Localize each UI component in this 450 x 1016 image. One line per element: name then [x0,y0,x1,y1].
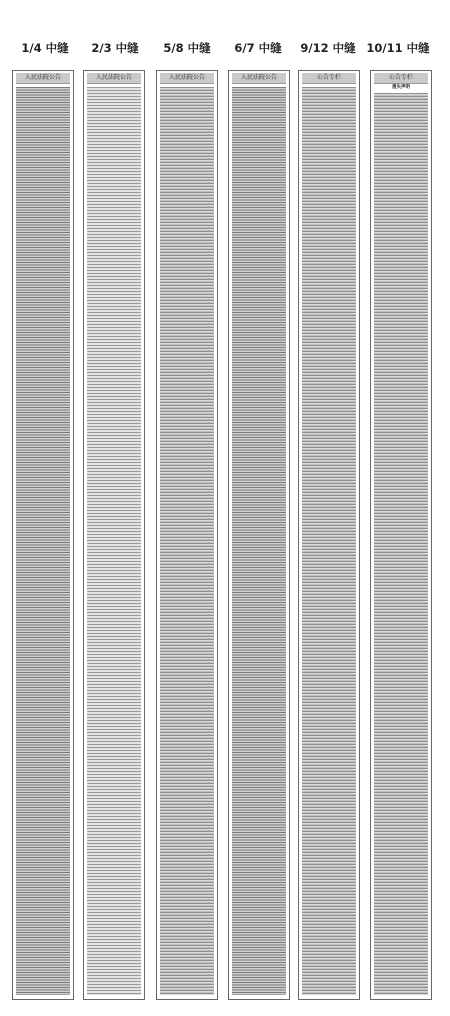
strip-header-2: 人民法院公告 [87,73,141,84]
column-strip-4 [228,70,290,1000]
strip-header-6: 公告专栏 [374,73,428,84]
column-label-4: 6/7 中缝 [234,41,282,55]
strip-header-5: 公告专栏 [302,73,356,84]
column-label-3: 5/8 中缝 [163,41,211,55]
column-label-5: 9/12 中缝 [300,41,356,55]
column-label-2: 2/3 中缝 [91,41,139,55]
strip-body-text-3 [160,87,214,995]
strip-header-1: 人民法院公告 [16,73,70,84]
strip-subheader-6: 遗失声明 [392,85,410,90]
strip-body-text-5 [302,87,356,995]
column-label-6: 10/11 中缝 [366,41,430,55]
column-label-1: 1/4 中缝 [21,41,69,55]
strip-body-text-1 [16,87,70,995]
column-strip-3 [156,70,218,1000]
strip-body-text-4 [232,87,286,995]
column-strip-6 [370,70,432,1000]
strip-header-4: 人民法院公告 [232,73,286,84]
strip-header-3: 人民法院公告 [160,73,214,84]
column-strip-1 [12,70,74,1000]
column-strip-5 [298,70,360,1000]
column-strip-2 [83,70,145,1000]
strip-body-text-2 [87,87,141,995]
strip-body-text-6 [374,93,428,995]
